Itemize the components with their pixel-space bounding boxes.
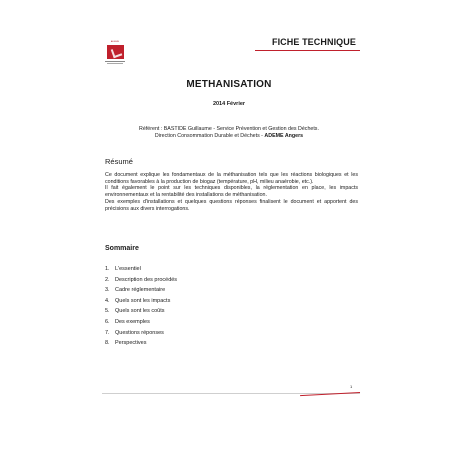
toc-item-number: 8. xyxy=(105,340,110,347)
toc-item-label: Description des procédés xyxy=(115,276,178,283)
logo-divider xyxy=(105,61,125,62)
referent-line-1: Référent : BASTIDE Guillaume - Service Prévention et Gestion des Déchets. xyxy=(139,126,319,132)
toc-item-number: 1. xyxy=(105,266,110,272)
logo-mark-icon xyxy=(107,45,124,59)
resume-paragraph: Ce document explique les fondamentaux de la méthanisation tels que les réactions biologiques et les conditions favorables à la production de biogaz (température, pH, milieu anaérobie, etc.). xyxy=(105,172,358,185)
toc-item xyxy=(105,296,177,307)
toc-item-number: 3. xyxy=(105,287,110,294)
toc-item xyxy=(105,328,177,339)
referent-organisation: ADEME Angers xyxy=(264,133,304,139)
toc-item xyxy=(105,306,177,317)
toc-item-label: Perspectives xyxy=(115,340,147,347)
page-number: 1 xyxy=(350,384,353,389)
sommaire-heading: Sommaire xyxy=(105,245,139,252)
toc-item-label: Cadre réglementaire xyxy=(115,287,166,294)
toc-item xyxy=(105,264,177,275)
resume-heading: Résumé xyxy=(105,157,133,166)
toc-item xyxy=(105,317,177,328)
toc-item-number: 4. xyxy=(105,297,110,304)
document-title: METHANISATION xyxy=(186,79,272,90)
resume-body xyxy=(105,172,358,212)
toc-item-number: 7. xyxy=(105,329,110,336)
toc-item-label: L'essentiel xyxy=(115,266,141,272)
ademe-logo xyxy=(103,41,127,69)
toc-item-number: 6. xyxy=(105,318,110,325)
toc-item-label: Des exemples xyxy=(115,318,150,325)
toc-item-number: 5. xyxy=(105,308,110,315)
referent-direction: Direction Consommation Durable et Déchets - xyxy=(154,133,265,139)
toc-item-label: Quels sont les impacts xyxy=(115,297,171,304)
toc-item-label: Quels sont les coûts xyxy=(115,308,165,315)
toc-item xyxy=(105,285,177,296)
toc-item-label: Questions réponses xyxy=(115,329,164,336)
referent-block xyxy=(0,126,458,140)
header-rule xyxy=(255,50,360,51)
toc-item xyxy=(105,275,177,286)
table-of-contents xyxy=(105,264,177,349)
resume-paragraph: Des exemples d'installations et quelques questions réponses finalisent le document et apportent des précisions aux divers interrogations. xyxy=(105,198,358,212)
toc-item xyxy=(105,338,177,349)
document-date: 2014 Février xyxy=(212,101,246,107)
logo-text: ADEME xyxy=(110,41,120,43)
resume-paragraph: Il fait également le point sur les techniques disponibles, la réglementation en place, les impacts environnementaux et la rentabilité des installations de méthanisation. xyxy=(105,185,358,199)
toc-item-number: 2. xyxy=(105,276,110,283)
logo-divider-secondary xyxy=(107,63,123,64)
header-title: FICHE TECHNIQUE xyxy=(271,37,356,47)
referent-line-2 xyxy=(0,133,458,140)
